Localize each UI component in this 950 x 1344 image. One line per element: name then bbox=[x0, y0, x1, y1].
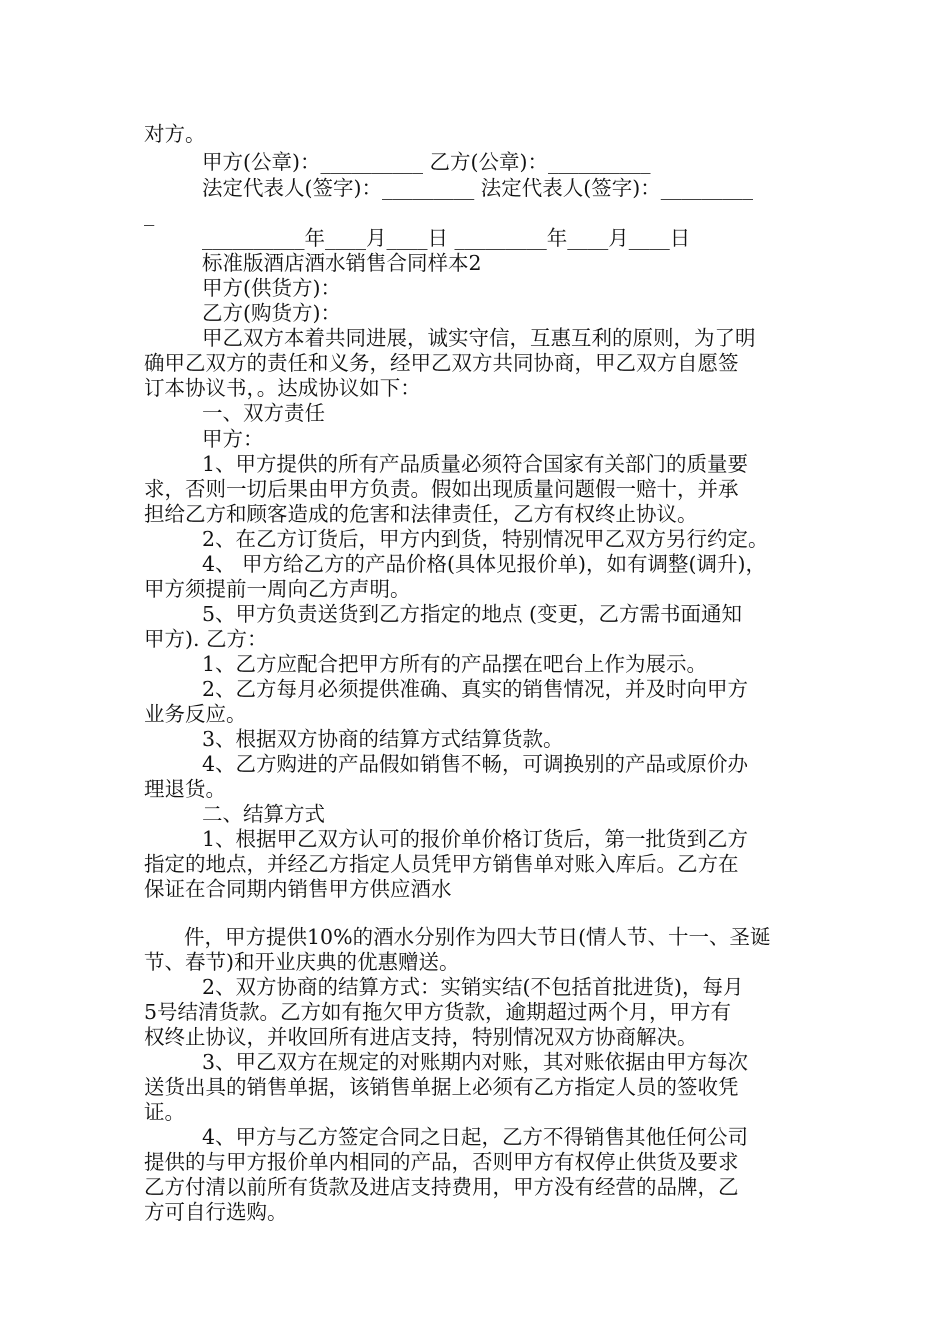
text-line: 甲方： bbox=[202, 427, 264, 451]
text-line: 1、根据甲乙双方认可的报价单价格订货后，第一批货到乙方 bbox=[202, 827, 749, 851]
signature-line-representative: 法定代表人(签字)：_________ 法定代表人(签字)：_________ bbox=[202, 176, 754, 200]
text-line: 2、乙方每月必须提供准确、真实的销售情况，并及时向甲方 bbox=[202, 677, 749, 701]
party-a-label: 甲方(供货方)： bbox=[202, 276, 341, 300]
text-line: 3、根据双方协商的结算方式结算货款。 bbox=[202, 727, 564, 751]
text-line: 证。 bbox=[144, 1100, 185, 1124]
text-line: 担给乙方和顾客造成的危害和法律责任，乙方有权终止协议。 bbox=[144, 502, 698, 526]
section-heading: 二、结算方式 bbox=[202, 802, 325, 826]
text-line: 4、甲方与乙方签定合同之日起，乙方不得销售其他任何公司 bbox=[202, 1125, 749, 1149]
text-line: 5号结清货款。乙方如有拖欠甲方货款，逾期超过两个月，甲方有 bbox=[144, 1000, 732, 1024]
text-line: 求，否则一切后果由甲方负责。假如出现质量问题假一赔十，并承 bbox=[144, 477, 739, 501]
date-line: __________年____月____日 _________年____月____日 bbox=[202, 226, 691, 250]
text-line: 订本协议书，。达成协议如下： bbox=[144, 376, 421, 400]
text-line: 节、春节)和开业庆典的优惠赠送。 bbox=[144, 950, 460, 974]
text-line: 甲方). 乙方： bbox=[144, 627, 268, 651]
text-line: 件，甲方提供10%的酒水分别作为四大节日(情人节、十一、圣诞 bbox=[184, 925, 771, 949]
text-line: 甲方须提前一周向乙方声明。 bbox=[144, 577, 411, 601]
text-line: 业务反应。 bbox=[144, 702, 247, 726]
text-line: 对方。 bbox=[144, 122, 206, 146]
text-line: 乙方付清以前所有货款及进店支持费用，甲方没有经营的品牌，乙 bbox=[144, 1175, 739, 1199]
text-line: 5、甲方负责送货到乙方指定的地点 (变更，乙方需书面通知 bbox=[202, 602, 743, 626]
text-line: 3、甲乙双方在规定的对账期内对账，其对账依据由甲方每次 bbox=[202, 1050, 749, 1074]
signature-line-seal: 甲方(公章)：__________ 乙方(公章)：__________ bbox=[202, 150, 651, 174]
document-title: 标准版酒店酒水销售合同样本2 bbox=[202, 251, 482, 275]
text-line: 4、乙方购进的产品假如销售不畅，可调换别的产品或原价办 bbox=[202, 752, 749, 776]
party-b-label: 乙方(购货方)： bbox=[202, 301, 341, 325]
text-line: 2、双方协商的结算方式：实销实结(不包括首批进货)，每月 bbox=[202, 975, 744, 999]
text-line: 4、 甲方给乙方的产品价格(具体见报价单)，如有调整(调升)， bbox=[202, 552, 767, 576]
text-line: 提供的与甲方报价单内相同的产品，否则甲方有权停止供货及要求 bbox=[144, 1150, 739, 1174]
text-line: 权终止协议，并收回所有进店支持，特别情况双方协商解决。 bbox=[144, 1025, 698, 1049]
text-line: 送货出具的销售单据，该销售单据上必须有乙方指定人员的签收凭 bbox=[144, 1075, 739, 1099]
text-line: 理退货。 bbox=[144, 777, 226, 801]
text-line: 确甲乙双方的责任和义务，经甲乙双方共同协商，甲乙双方自愿签 bbox=[144, 351, 739, 375]
text-line: 1、甲方提供的所有产品质量必须符合国家有关部门的质量要 bbox=[202, 452, 749, 476]
text-line: 指定的地点，并经乙方指定人员凭甲方销售单对账入库后。乙方在 bbox=[144, 852, 739, 876]
text-line: _ bbox=[144, 202, 155, 226]
text-line: 甲乙双方本着共同进展，诚实守信，互惠互利的原则，为了明 bbox=[202, 326, 756, 350]
text-line: 1、乙方应配合把甲方所有的产品摆在吧台上作为展示。 bbox=[202, 652, 708, 676]
text-line: 保证在合同期内销售甲方供应酒水 bbox=[144, 877, 452, 901]
section-heading: 一、双方责任 bbox=[202, 401, 325, 425]
text-line: 方可自行选购。 bbox=[144, 1200, 288, 1224]
text-line: 2、在乙方订货后，甲方内到货，特别情况甲乙双方另行约定。 bbox=[202, 527, 769, 551]
